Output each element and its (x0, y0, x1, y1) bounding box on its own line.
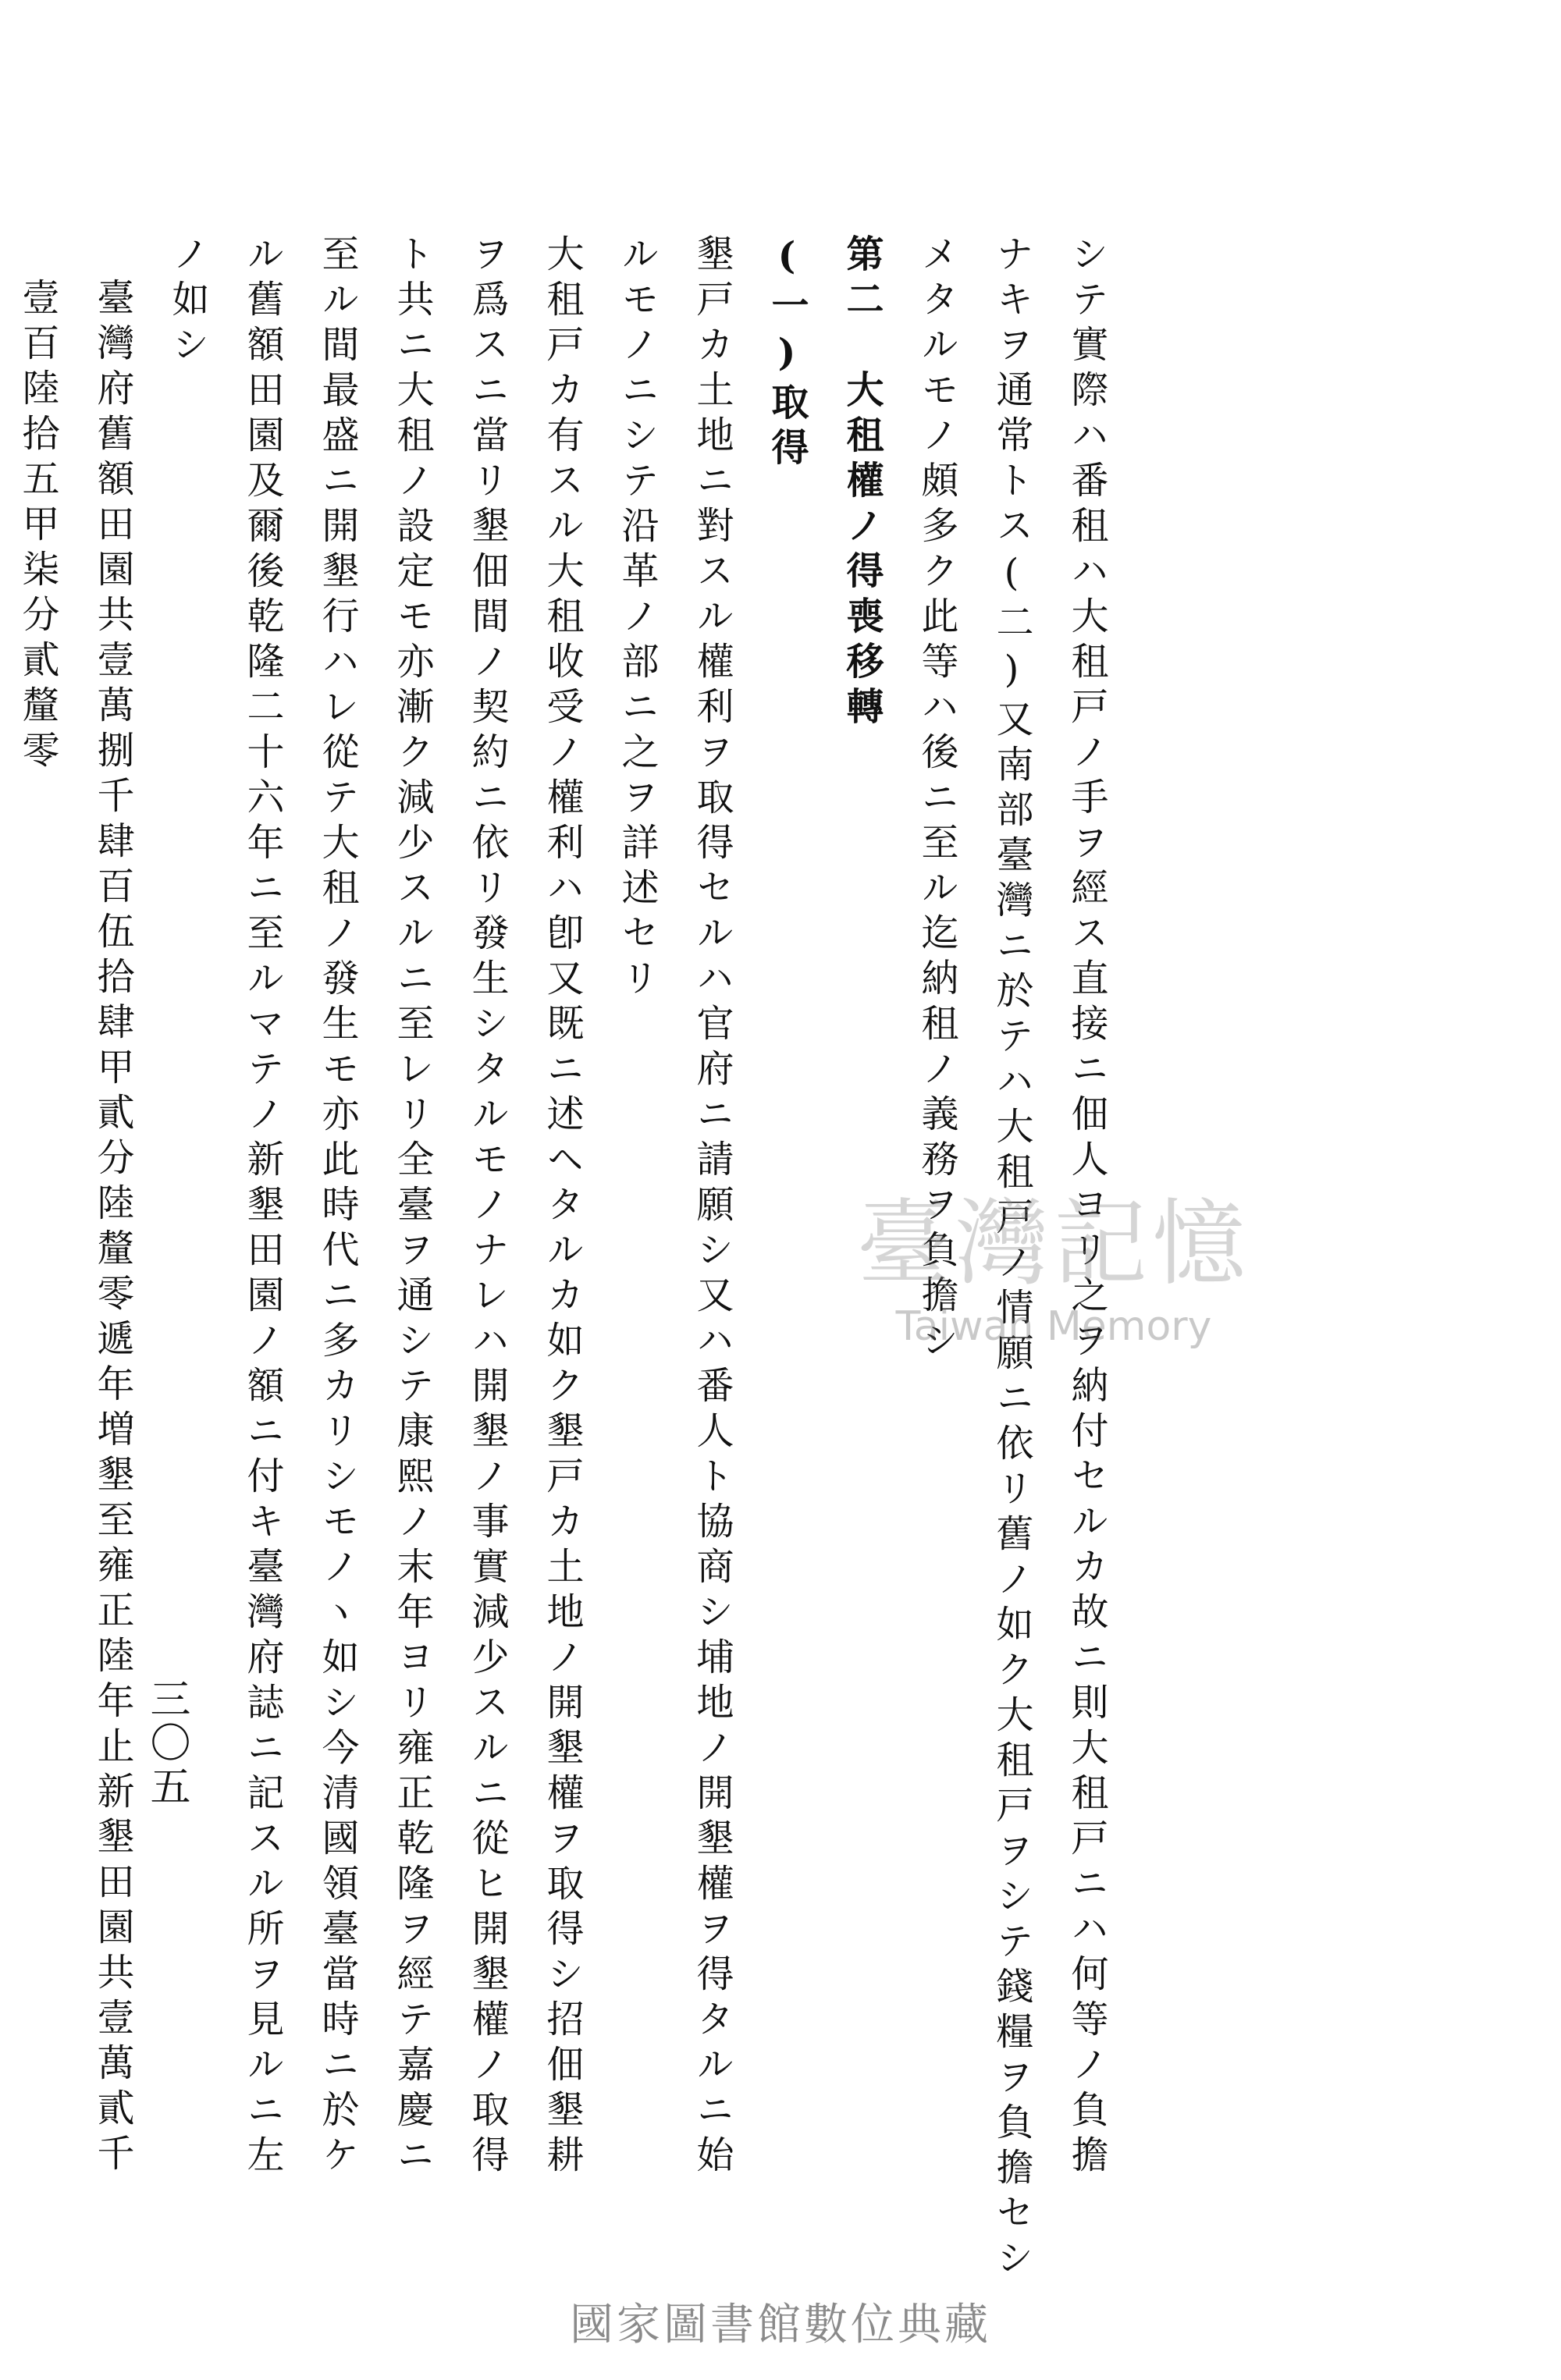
text-line-8: 大租戸カ有スル大租收受ノ權利ハ卽又既ニ述ヘタルカ如ク墾戸カ土地ノ開墾權ヲ取得シ招佃墾耕 (540, 234, 584, 2180)
text-line-13: ノ如シ (165, 234, 209, 370)
text-line-7: ルモノニシテ沿革ノ部ニ之ヲ詳述セリ (615, 234, 659, 1004)
text-line-9: ヲ爲スニ當リ墾佃間ノ契約ニ依リ發生シタルモノナレハ開墾ノ事實減少スルニ從ヒ開墾權ノ取得 (465, 234, 509, 2180)
watermark-en-text: Taiwan Memory (895, 1303, 1212, 1350)
watermark-cjk-text: 臺灣記憶 (857, 1190, 1250, 1298)
watermark-logo (812, 1186, 1296, 1389)
text-line-10: ト共ニ大租ノ設定モ亦漸ク減少スルニ至レリ全臺ヲ通シテ康熙ノ末年ヨリ雍正乾隆ヲ經テ嘉慶ニ (390, 234, 434, 2180)
text-line-15: 壹百陸拾五甲柒分貳釐零 (16, 278, 59, 776)
section-heading: 第二 大租權ノ得喪移轉 (840, 234, 884, 732)
page-number: 三〇五 (143, 1678, 190, 1809)
text-line-3: メタルモノ頗多ク此等ハ後ニ至ル迄納租ノ義務ヲ負擔シ (915, 234, 958, 1366)
text-line-2: ナキヲ通常トス(二)又南部臺灣ニ於テハ大租戸ノ情願ニ依リ舊ノ如ク大租戸ヲシテ錢糧ヲ負擔セシ (990, 234, 1033, 2283)
subsection-heading: (一)取得 (765, 234, 809, 473)
text-line-6: 墾戸カ土地ニ對スル權利ヲ取得セルハ官府ニ請願シ又ハ番人ト協商シ埔地ノ開墾權ヲ得タルニ始 (690, 234, 734, 2180)
text-line-1: シテ實際ハ番租ハ大租戸ノ手ヲ經ス直接ニ佃人ヨリ之ヲ納付セルカ故ニ則大租戸ニハ何等ノ負擔 (1065, 234, 1108, 2180)
text-line-11: 至ル間最盛ニ開墾行ハレ從テ大租ノ發生モ亦此時代ニ多カリシモノヽ如シ今清國領臺當時ニ於ケ (315, 234, 359, 2180)
footer-credit: 國家圖書館數位典藏 (570, 2300, 991, 2350)
text-line-14: 臺灣府舊額田園共壹萬捌千肆百伍拾肆甲貳分陸釐零遞年増墾至雍正陸年止新墾田園共壹萬貳千 (91, 278, 134, 2179)
text-line-12: ル舊額田園及爾後乾隆二十六年ニ至ルマテノ新墾田園ノ額ニ付キ臺灣府誌ニ記スル所ヲ見ルニ左 (240, 234, 284, 2180)
